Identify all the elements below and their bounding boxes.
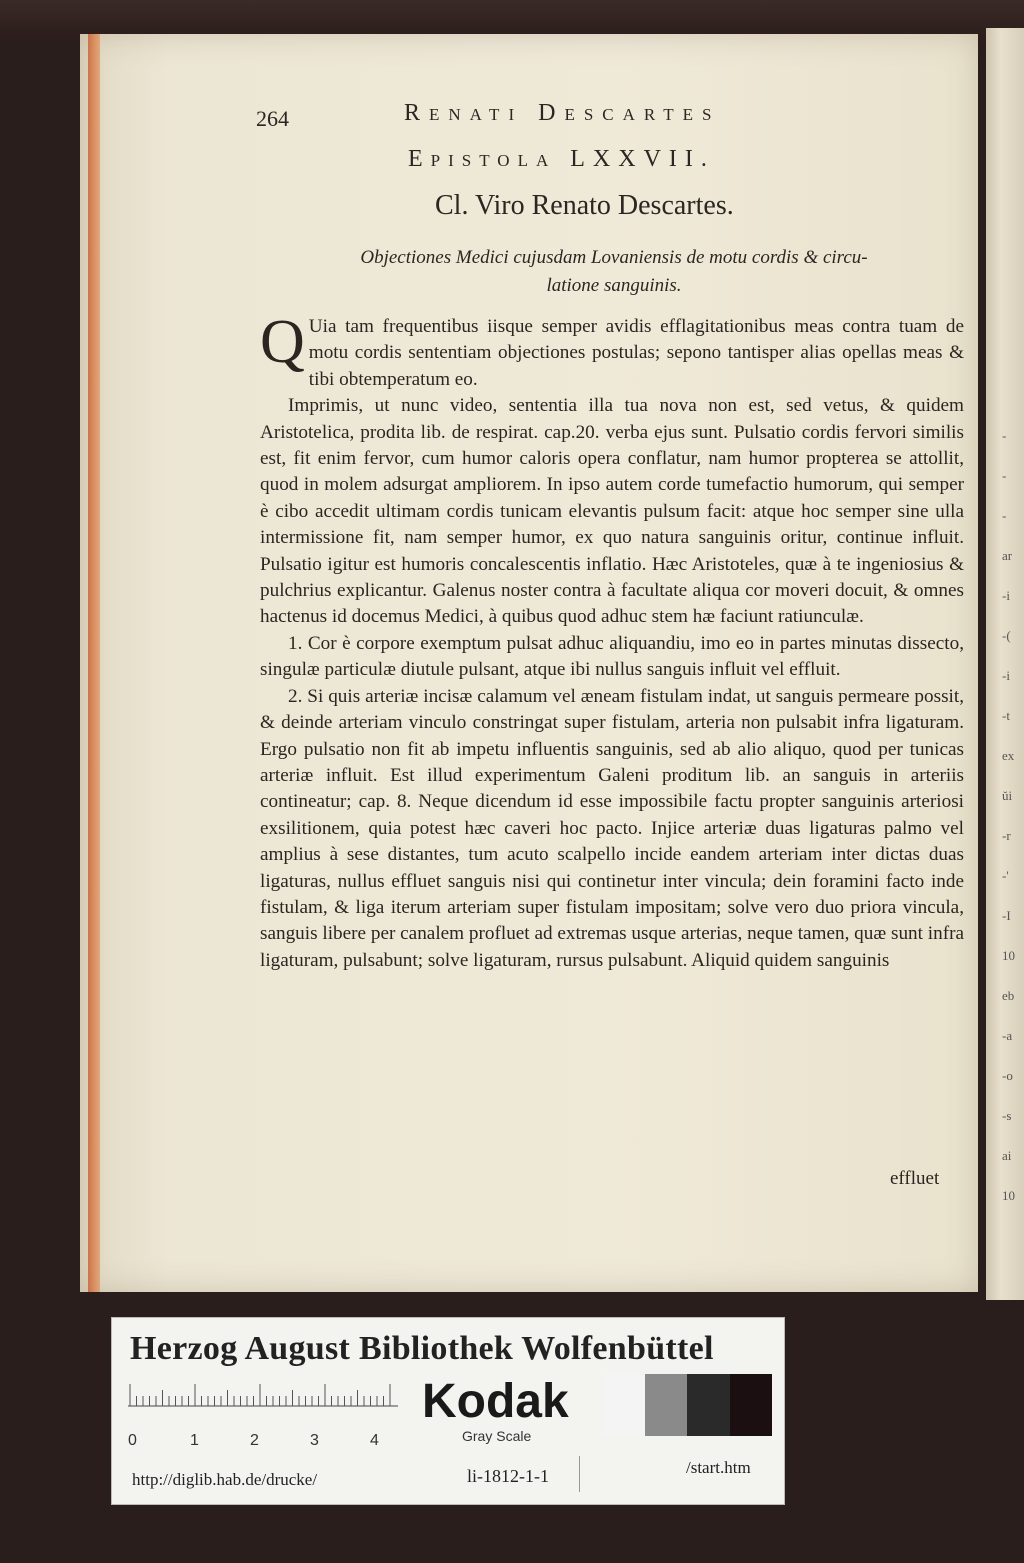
ruler-number-2: 2: [250, 1432, 259, 1449]
library-name: Herzog August Bibliothek Wolfenbüttel: [130, 1330, 714, 1367]
margin-fragment: ar: [1002, 548, 1013, 563]
letter-subtitle: [334, 244, 894, 300]
margin-fragment: -i: [1002, 668, 1010, 683]
gray-scale-label: Gray Scale: [462, 1428, 532, 1444]
margin-fragment: -r: [1002, 828, 1011, 843]
adjacent-page-strip: [986, 28, 1024, 1300]
margin-fragment: -a: [1002, 1028, 1013, 1043]
margin-fragment: -: [1002, 468, 1007, 483]
recipient-heading: Cl. Viro Renato Descartes.: [435, 190, 734, 221]
catchword: effluet: [890, 1168, 940, 1189]
letter-body: [260, 308, 964, 974]
margin-fragment: -s: [1002, 1108, 1012, 1123]
margin-fragment: 10: [1002, 948, 1015, 963]
ruler-number-4: 4: [370, 1432, 379, 1449]
ruler-number-3: 3: [310, 1432, 319, 1449]
margin-fragment: 10: [1002, 1188, 1015, 1203]
paragraph-1: [260, 308, 964, 393]
margin-fragment: -t: [1002, 708, 1010, 723]
margin-fragment: -o: [1002, 1068, 1013, 1083]
library-url: http://diglib.hab.de/drucke/: [132, 1470, 318, 1489]
ruler-number-1: 1: [190, 1432, 199, 1449]
running-head: Renati Descartes: [404, 100, 721, 126]
gray-swatch-0: [602, 1374, 645, 1436]
paragraph-text: Uia tam frequentibus iisque semper avidis efflagitationibus meas contra tuam de motu cordis sententiam objectiones postulas; sepono tantisper alias opellas meas & tibi obtemperatum eo.: [308, 316, 964, 390]
margin-fragment: -(: [1002, 628, 1011, 643]
gray-swatch-1: [645, 1374, 688, 1436]
margin-fragment: -': [1002, 868, 1009, 883]
start-path: /start.htm: [686, 1458, 751, 1477]
subtitle-line-2: latione sanguinis.: [546, 275, 682, 296]
margin-fragment: eb: [1002, 988, 1015, 1003]
paragraph-3: 1. Cor è corpore exemptum pulsat adhuc aliquandiu, imo eo in partes minutas dissecto, singulæ particulæ diutule pulsant, atque ibi nullus sanguis influit vel effluit.: [260, 632, 964, 681]
folio-number: 264: [256, 106, 289, 131]
subtitle-line-1: Objectiones Medici cujusdam Lovaniensis de motu cordis & circu-: [360, 247, 868, 268]
gray-swatch-2: [687, 1374, 730, 1436]
shelfmark-code: li-1812-1-1: [467, 1466, 549, 1486]
kodak-logo: Kodak: [422, 1375, 569, 1428]
card-divider: [579, 1456, 580, 1492]
margin-fragment: -: [1002, 508, 1007, 523]
ruler-number-0: 0: [128, 1432, 137, 1449]
margin-fragment: ex: [1002, 748, 1015, 763]
paragraph-2: Imprimis, ut nunc video, sententia illa tua nova non est, sed vetus, & quidem Aristotelica, prodita lib. de respirat. cap.20. verba ejus sunt. Pulsatio cordis fervori similis est, fit enim fervor, cum humor caloris opera conflatur, nam humor propterea se attollit, quod in molem adsurgat ampliorem. In ipso autem corde tumefactio humorum, qui semper è cibo accedit ultimam cordis tunicam elevantis pulsum facit: atque hoc semper sine ulla intermissione fit, nam semper humor, ex quo natura sanguinis oritur, continue influit. Pulsatio igitur est humoris concalescentis inflatio. Hæc Aristoteles, quæ à te ingeniosius & pulchrius explicantur. Galenus noster contra à facultate aliqua cor moveri docuit, & omnes hactenus id docemus Medici, à quibus quod adhuc stem hæ faciunt ratiunculæ.: [260, 395, 964, 628]
margin-fragment: -i: [1002, 588, 1010, 603]
margin-fragment: ŭi: [1002, 788, 1013, 803]
ruler-scale: [128, 1376, 398, 1416]
gray-scale-swatches: [602, 1374, 772, 1436]
drop-cap: Q: [260, 308, 305, 376]
epistle-heading: Epistola LXXVII.: [408, 146, 715, 172]
gray-swatch-3: [730, 1374, 773, 1436]
margin-fragment: -: [1002, 428, 1007, 443]
library-reference-card: [112, 1318, 784, 1504]
margin-fragment: ai: [1002, 1148, 1012, 1163]
page-header: [256, 100, 836, 136]
margin-fragment: -I: [1002, 908, 1011, 923]
page-edge-colored: [88, 34, 100, 1292]
paragraph-4: 2. Si quis arteriæ incisæ calamum vel æneam fistulam indat, ut sanguis permeare possit, & deinde arteriam vinculo constringat super fistulam, arteria non pulsabit infra ligaturam. Ergo pulsatio non fit ab impetu influentis sanguinis, sed ab alio aliquo, quod per tunicas arteriæ influit. Est illud experimentum Galeni proditum lib. an sanguis in arteriis contineatur; cap. 8. Neque dicendum id esse impossibile factu propter sanguinis arteriosi exsilitionem, quia potest hæc caveri hoc pacto. Injice arteriæ duas ligaturas palmo vel amplius à sese distantes, tum acuto scalpello incide eandem arteriam inter dictas duas ligaturas, nullus effluet sanguis nisi qui continetur inter vincula; dein foramini facto inde fistulam, & liga iterum arteriam super fistulam impositam; solve vero duo priora vincula, sanguis libere per canalem profluet ad extremas usque arterias, neque tamen, quæ sunt infra ligaturam, pulsabunt; solve ligaturam, rursus pulsabunt. Aliquid quidem sanguinis: [260, 685, 964, 971]
